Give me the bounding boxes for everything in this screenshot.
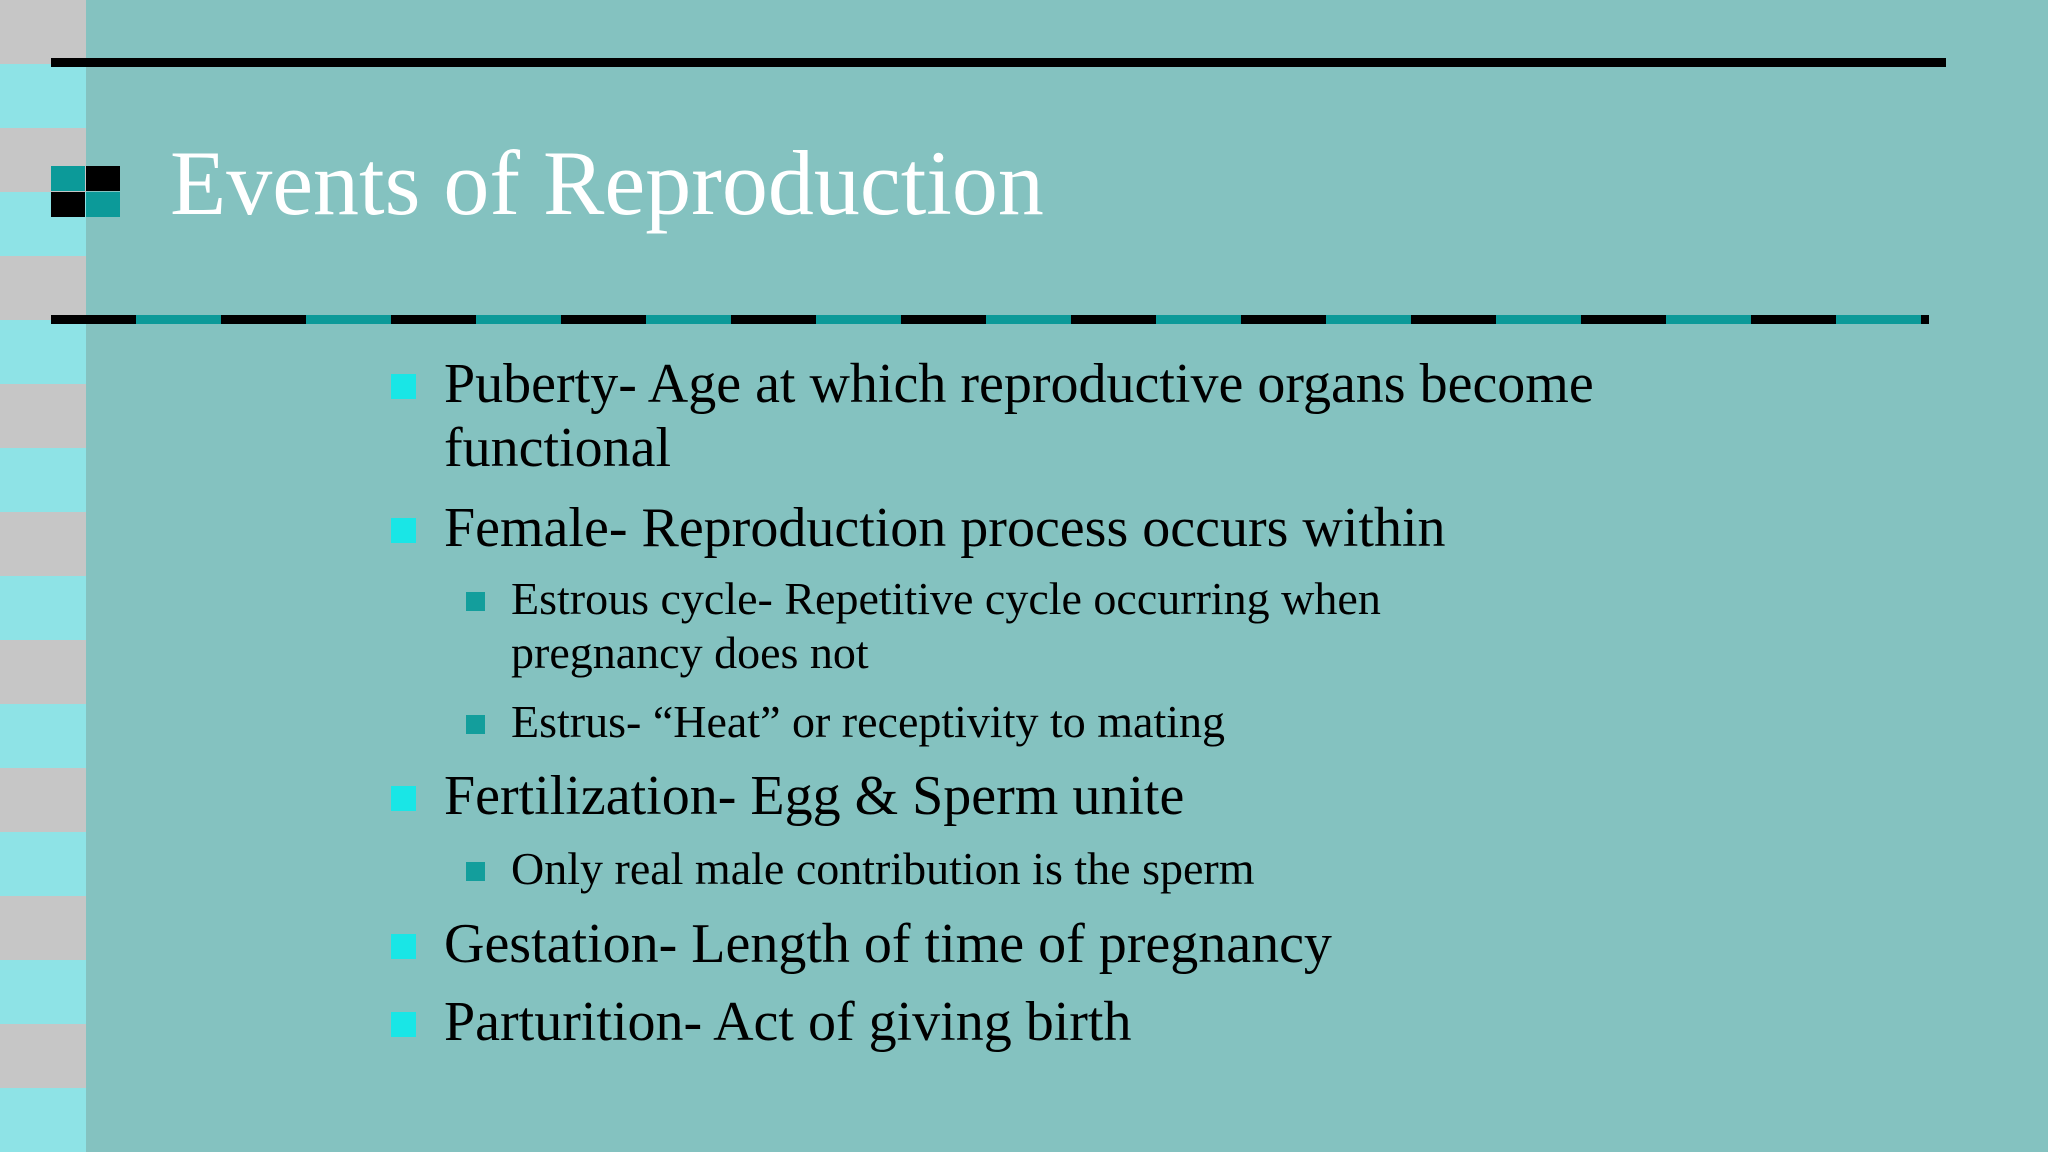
- bullet-text: pregnancy does not: [511, 627, 869, 678]
- bullet-text: Puberty- Age at which reproductive organs become: [444, 353, 1594, 415]
- bullet-text: Estrus- “Heat” or receptivity to mating: [511, 696, 1226, 747]
- top-rule: [51, 58, 1946, 67]
- slide-title: Events of Reproduction: [170, 132, 1044, 234]
- square-bullet-icon: [391, 518, 416, 543]
- square-bullet-icon: [466, 592, 485, 611]
- bullet-text: functional: [444, 417, 672, 479]
- bullet-text: Female- Reproduction process occurs within: [444, 497, 1446, 559]
- bullet-text: Estrous cycle- Repetitive cycle occurring when: [511, 573, 1381, 624]
- bullet-text: Only real male contribution is the sperm: [511, 843, 1255, 894]
- square-bullet-icon: [466, 715, 485, 734]
- square-bullet-icon: [391, 786, 416, 811]
- dashed-rule: [51, 315, 1929, 324]
- bullet-text: Gestation- Length of time of pregnancy: [444, 913, 1332, 975]
- square-bullet-icon: [466, 862, 485, 881]
- title-marker-icon: [51, 166, 120, 217]
- square-bullet-icon: [391, 374, 416, 399]
- square-bullet-icon: [391, 934, 416, 959]
- bullet-text: Parturition- Act of giving birth: [444, 991, 1132, 1053]
- square-bullet-icon: [391, 1012, 416, 1037]
- bullet-text: Fertilization- Egg & Sperm unite: [444, 765, 1185, 827]
